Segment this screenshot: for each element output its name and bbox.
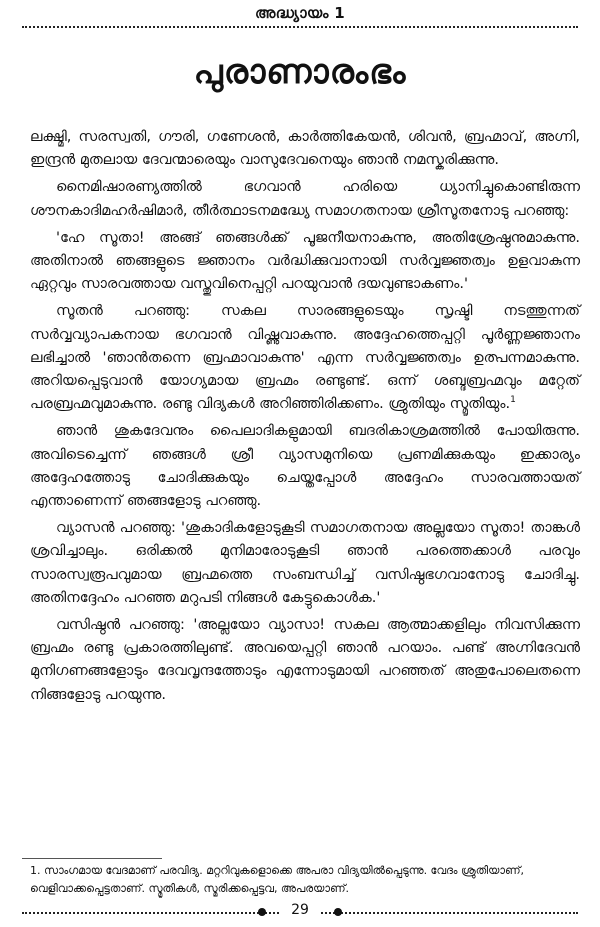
paragraph: നൈമിഷാരണ്യത്തിൽ ഭഗവാൻ ഹരിയെ ധ്യാനിച്ചുകൊണ്ടിരുന്ന ശൗനകാദിമഹർഷിമാർ, തീർത്ഥാടനമദ്ധ്യേ സമാഗതനായ ശ്രീസൂതനോടു പറഞ്ഞു: <box>30 179 580 219</box>
page-number <box>0 902 600 918</box>
paragraph: ലക്ഷ്മി, സരസ്വതി, ഗൗരി, ഗണേശൻ, കാർത്തികേയൻ, ശിവൻ, ബ്രഹ്മാവ്, അഗ്നി, ഇന്ദ്രൻ മുതലായ ദേവന്മാരെയും വാസുദേവനെയും ഞാൻ നമസ്കരിക്കുന്നു. <box>30 129 580 169</box>
paragraph <box>30 300 580 416</box>
page-number-text: 29 <box>281 902 319 918</box>
running-header: അദ്ധ്യായം 1 <box>254 4 346 22</box>
header-dotted-rule <box>22 26 578 28</box>
paragraph: 'ഹേ സൂതാ! അങ്ങ് ഞങ്ങൾക്ക് പൂജനീയനാകുന്നു, അതിശ്രേഷ്ഠനുമാകുന്നു. അതിനാൽ ഞങ്ങളുടെ ജ്ഞാനം വർദ്ധിക്കുവാനായി സർവ്വജ്ഞത്വം ഉളവാകുന്ന ഏറ്റവും സാരവത്തായ വസ്തുവിനെപ്പറ്റി പറയുവാൻ ദയവുണ്ടാകണം.' <box>30 229 580 293</box>
footnote: 1. സാംഗമായ വേദമാണ് പരവിദ്യ. മറ്ററിവുകളൊക്കെ അപരാ വിദ്യയിൽപ്പെടുന്നു. വേദം ശ്രുതിയാണ്, വെളിവാക്കപ്പെട്ടതാണ്. സ്മൃതികൾ, സ്മരിക്കപ്പെട്ടവ, അപരയാണ്. <box>30 864 525 895</box>
chapter-title: പുരാണാരംഭം <box>193 52 407 92</box>
footnote-rule <box>22 858 162 859</box>
paragraph: ഞാൻ ശുകദേവനും പൈലാദികളുമായി ബദരികാശ്രമത്തിൽ പോയിരുന്നു. അവിടെച്ചെന്ന് ഞങ്ങൾ ശ്രീ വ്യാസമുനിയെ പ്രണമിക്കുകയും ഇക്കാര്യം അദ്ദേഹത്തോടു ചോദിക്കുകയും ചെയ്തപ്പോൾ അദ്ദേഹം സാരവത്തായത് എന്താണെന്ന് ഞങ്ങളോടു പറഞ്ഞു. <box>30 423 580 510</box>
body-text <box>30 126 580 711</box>
paragraph: വസിഷ്ഠൻ പറഞ്ഞു: 'അല്ലയോ വ്യാസാ! സകല ആത്മാക്കളിലും നിവസിക്കുന്ന ബ്രഹ്മം രണ്ടു പ്രകാരത്തിലുണ്ട്. അവയെപ്പറ്റി ഞാൻ പറയാം. പണ്ട് അഗ്നിദേവൻ മുനിഗണങ്ങളോടും ദേവവൃന്ദത്തോടും എന്നോടുമായി പറഞ്ഞത് അതുപോലെതന്നെ നിങ്ങളോടു പറയുന്നു. <box>30 617 580 703</box>
paragraph-text: സൂതൻ പറഞ്ഞു: സകല സാരങ്ങളുടെയും സൃഷ്ടി നടത്തുന്നത് സർവ്വവ്യാപകനായ ഭഗവാൻ വിഷ്ണുവാകുന്നു. അദ്ദേഹത്തെപ്പറ്റി പൂർണ്ണജ്ഞാനം ലഭിച്ചാൽ 'ഞാൻതന്നെ ബ്രഹ്മാവാകുന്നു' എന്ന സർവ്വജ്ഞത്വം ഉത്പന്നമാകുന്നു. അറിയപ്പെടുവാൻ യോഗ്യമായ ബ്രഹ്മം രണ്ടുണ്ട്. ഒന്ന് ശബ്ദബ്രഹ്മവും മറ്റേത് പരബ്രഹ്മവുമാകുന്നു. രണ്ടു വിദ്യകൾ അറിഞ്ഞിരിക്കണം. ശ്രുതിയും സ്മൃതിയും. <box>30 303 580 413</box>
paragraph: വ്യാസൻ പറഞ്ഞു: 'ശുകാദികളോടുകൂടി സമാഗതനായ അല്ലയോ സൂതാ! താങ്കൾ ശ്രവിച്ചാലും. ഒരിക്കൽ മുനിമാരോടുകൂടി ഞാൻ പരത്തെക്കാൾ പരവും സാരസ്വരൂപവുമായ ബ്രഹ്മത്തെ സംബന്ധിച്ച് വസിഷ്ഠഭഗവാനോടു ചോദിച്ചു. അതിനദ്ദേഹം പറഞ്ഞ മറുപടി നിങ്ങൾ കേട്ടുകൊൾക.' <box>30 520 580 606</box>
footnote-marker: 1 <box>510 395 516 406</box>
